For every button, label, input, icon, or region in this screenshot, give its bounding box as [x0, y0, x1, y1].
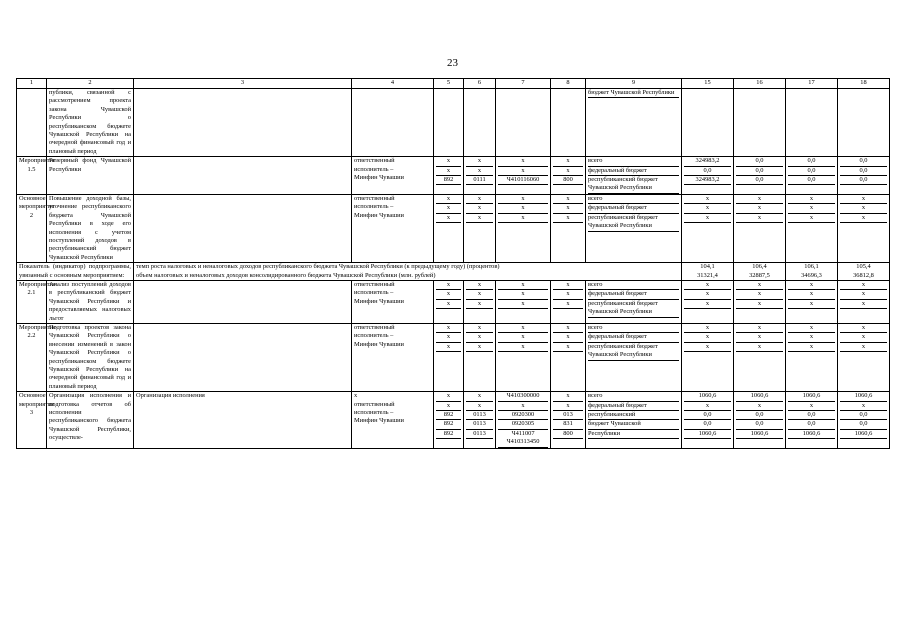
cell-line: x — [436, 300, 461, 309]
cell-line: 1060,6 — [788, 392, 835, 401]
cell-line: ответственный — [354, 157, 395, 165]
cell-line: x — [736, 195, 783, 204]
cell-line: 0,0 — [684, 420, 731, 429]
table-cell — [134, 392, 352, 448]
cell-line: 1060,6 — [840, 392, 887, 401]
cell-line: ответственный — [354, 194, 395, 202]
cell-line: x — [788, 204, 835, 213]
cell-line: Минфин Чувашии — [354, 340, 404, 348]
table-body — [17, 79, 890, 449]
cell-line: x — [788, 214, 835, 223]
table-row — [17, 263, 890, 281]
table-cell — [496, 392, 551, 448]
table-cell — [352, 157, 434, 195]
cell-line: x — [466, 402, 493, 411]
header-cell: 4 — [352, 79, 434, 89]
table-cell — [734, 157, 786, 195]
table-cell: Мероприятие 2.2 — [17, 323, 47, 391]
cell-line: x — [840, 214, 887, 223]
cell-line: x — [436, 195, 461, 204]
table-cell — [551, 280, 586, 323]
cell-line: 0,0 — [684, 167, 731, 176]
cell-line: Минфин Чувашии — [354, 417, 404, 425]
table-cell — [786, 392, 838, 448]
cell-line: Ч410116060 — [498, 176, 548, 185]
cell-line: x — [553, 204, 583, 213]
table-cell — [551, 194, 586, 262]
table-cell — [496, 157, 551, 195]
cell-line: x — [788, 333, 835, 342]
header-cell: 17 — [786, 79, 838, 89]
cell-line: 0113 — [466, 430, 493, 439]
cell-line: x — [498, 157, 548, 166]
table-row — [17, 194, 890, 262]
header-row — [17, 79, 890, 89]
cell-line: x — [840, 402, 887, 411]
table-cell — [586, 194, 682, 262]
table-cell — [352, 89, 434, 157]
cell-line: федеральный бюджет — [588, 290, 679, 299]
cell-line: x — [498, 167, 548, 176]
cell-line: 0113 — [466, 411, 493, 420]
cell-line: 32887,5 — [749, 271, 770, 279]
table-cell — [786, 194, 838, 262]
cell-line: 0,0 — [788, 420, 835, 429]
cell-line: x — [354, 392, 358, 400]
cell-line: x — [736, 324, 783, 333]
cell-line: x — [553, 281, 583, 290]
cell-line: бюджет Чувашской — [588, 420, 679, 429]
cell-line: x — [736, 343, 783, 352]
cell-line: x — [840, 300, 887, 309]
table-cell — [682, 157, 734, 195]
cell-line: x — [553, 214, 583, 223]
cell-line: ответственный — [354, 323, 395, 331]
cell-line: республиканский бюджет Чувашской Республики — [588, 214, 679, 232]
cell-line: x — [553, 324, 583, 333]
cell-line: x — [736, 333, 783, 342]
cell-line: x — [684, 343, 731, 352]
table-cell — [682, 323, 734, 391]
cell-line: Минфин Чувашии — [354, 297, 404, 305]
table-cell — [586, 392, 682, 448]
cell-line: x — [553, 300, 583, 309]
cell-line: 1060,6 — [788, 430, 835, 439]
cell-line: x — [466, 204, 493, 213]
cell-line: 104,1 — [700, 263, 715, 271]
table-cell — [551, 323, 586, 391]
cell-line: 0920300 — [498, 411, 548, 420]
cell-line: x — [466, 392, 493, 401]
indicator-line: темп роста налоговых и неналоговых доходов республиканского бюджета Чувашской Республики (к предыдущему году) (процентов) — [136, 263, 500, 271]
cell-line: всего — [588, 281, 679, 290]
page-number: 23 — [447, 57, 458, 69]
cell-line: 106,1 — [804, 263, 819, 271]
cell-line: 0,0 — [840, 411, 887, 420]
cell-line: 800 — [553, 430, 583, 439]
cell-line — [354, 426, 431, 434]
cell-line: ответственный — [354, 280, 395, 288]
table-row — [17, 392, 890, 448]
table-cell — [496, 89, 551, 157]
cell-line: 892 — [436, 411, 461, 420]
cell-line: x — [466, 343, 493, 352]
cell-line: x — [684, 290, 731, 299]
cell-line: x — [736, 402, 783, 411]
table-cell: Мероприятие 1.5 — [17, 157, 47, 195]
header-cell: 16 — [734, 79, 786, 89]
table-cell — [496, 194, 551, 262]
cell-line: x — [498, 195, 548, 204]
cell-line: 0111 — [466, 176, 493, 185]
cell-line: всего — [588, 195, 679, 204]
cell-line: x — [436, 214, 461, 223]
table-cell — [464, 157, 496, 195]
table-cell: Резервный фонд Чувашской Республики — [47, 157, 134, 195]
cell-line: 831 — [553, 420, 583, 429]
cell-line: x — [684, 333, 731, 342]
cell-line: 105,4 — [856, 263, 871, 271]
indicator-label: Показатель (индикатор) подпрограммы, увязанный с основным мероприятием: — [17, 263, 134, 281]
cell-line: 0,0 — [736, 420, 783, 429]
cell-line: федеральный бюджет — [588, 167, 679, 176]
cell-line: x — [840, 281, 887, 290]
cell-line: всего — [588, 392, 679, 401]
cell-line: x — [788, 290, 835, 299]
cell-line: федеральный бюджет — [588, 204, 679, 213]
cell-line: x — [840, 195, 887, 204]
cell-line: 0,0 — [788, 411, 835, 420]
header-cell: 3 — [134, 79, 352, 89]
cell-line: x — [788, 402, 835, 411]
table-row — [17, 89, 890, 157]
cell-line: республиканский бюджет Чувашской Республики — [588, 300, 679, 318]
indicator-value — [838, 263, 890, 281]
cell-line: x — [498, 214, 548, 223]
table-cell — [551, 89, 586, 157]
program-table — [16, 78, 890, 449]
table-cell — [734, 280, 786, 323]
header-cell: 8 — [551, 79, 586, 89]
cell-line: x — [840, 324, 887, 333]
cell-line: x — [736, 290, 783, 299]
header-cell: 2 — [47, 79, 134, 89]
table-cell — [434, 280, 464, 323]
indicator-value — [682, 263, 734, 281]
cell-line: республиканский — [588, 411, 679, 420]
cell-line: x — [840, 343, 887, 352]
table-cell — [734, 323, 786, 391]
cell-line: 0,0 — [840, 176, 887, 185]
cell-line: 0,0 — [840, 167, 887, 176]
cell-line: x — [553, 333, 583, 342]
cell-line: исполнитель – — [354, 165, 394, 173]
table-row — [17, 323, 890, 391]
cell-line: 892 — [436, 176, 461, 185]
cell-line: 0,0 — [736, 176, 783, 185]
cell-line: 0,0 — [684, 411, 731, 420]
cell-line: x — [436, 157, 461, 166]
table-cell — [838, 157, 890, 195]
cell-line: исполнитель – — [354, 289, 394, 297]
indicator-value — [786, 263, 838, 281]
table-cell — [551, 392, 586, 448]
table-cell — [434, 392, 464, 448]
cell-line: x — [436, 392, 461, 401]
cell-line: x — [684, 402, 731, 411]
cell-line: x — [553, 402, 583, 411]
cell-line: x — [436, 324, 461, 333]
table-cell — [682, 280, 734, 323]
cell-line: всего — [588, 157, 679, 166]
table-cell: Мероприятие 2.1 — [17, 280, 47, 323]
cell-line: x — [840, 204, 887, 213]
table-row — [17, 280, 890, 323]
table-cell — [786, 280, 838, 323]
cell-line: 1060,6 — [684, 392, 731, 401]
table-cell — [838, 194, 890, 262]
cell-line: x — [498, 300, 548, 309]
cell-line: x — [436, 281, 461, 290]
cell-line: 0,0 — [736, 411, 783, 420]
table-cell — [682, 392, 734, 448]
cell-line: 0,0 — [788, 167, 835, 176]
cell-line: x — [684, 195, 731, 204]
cell-line: x — [466, 300, 493, 309]
table-cell — [434, 89, 464, 157]
cell-line: Минфин Чувашии — [354, 211, 404, 219]
cell-line: x — [840, 333, 887, 342]
table-cell — [734, 194, 786, 262]
cell-line: x — [466, 167, 493, 176]
table-cell — [496, 280, 551, 323]
table-cell — [586, 89, 682, 157]
table-cell: Повышение доходной базы, уточнение республиканского бюджета Чувашской Республики в ходе его исполнения с учетом поступлений доходов в республиканский бюджет Чувашской Республики — [47, 194, 134, 262]
cell-line: x — [466, 214, 493, 223]
table-cell: публики, связанной с рассмотрением проекта закона Чувашской Республики о республиканском бюджете Чувашской Республики на очередной финансовый год и плановый период — [47, 89, 134, 157]
table-cell — [134, 157, 352, 195]
table-cell — [786, 89, 838, 157]
cell-line: x — [498, 290, 548, 299]
cell-line: 892 — [436, 430, 461, 439]
cell-line: x — [498, 402, 548, 411]
table-cell — [586, 157, 682, 195]
table-row — [17, 157, 890, 195]
table-cell — [134, 280, 352, 323]
cell-line: 0920305 — [498, 420, 548, 429]
table-cell — [352, 194, 434, 262]
cell-line: 0,0 — [788, 157, 835, 166]
header-cell: 15 — [682, 79, 734, 89]
header-cell: 7 — [496, 79, 551, 89]
table-cell — [434, 157, 464, 195]
cell-line: x — [553, 290, 583, 299]
cell-line: 36812,8 — [853, 271, 874, 279]
header-cell: 5 — [434, 79, 464, 89]
header-cell: 18 — [838, 79, 890, 89]
table-cell — [464, 89, 496, 157]
table-cell — [838, 280, 890, 323]
cell-line: x — [498, 204, 548, 213]
table-cell — [464, 280, 496, 323]
table-cell — [734, 89, 786, 157]
table-cell — [586, 280, 682, 323]
cell-line: x — [736, 300, 783, 309]
cell-line: 31321,4 — [697, 271, 718, 279]
table-cell — [352, 323, 434, 391]
cell-line: x — [436, 204, 461, 213]
cell-line: исполнитель – — [354, 332, 394, 340]
cell-line: x — [553, 167, 583, 176]
cell-line: всего — [588, 324, 679, 333]
cell-line: x — [788, 343, 835, 352]
cell-line: Организация исполнения — [136, 392, 205, 400]
cell-line: x — [436, 290, 461, 299]
cell-line: республиканский бюджет Чувашской Республики — [588, 343, 679, 361]
cell-line: 1060,6 — [736, 392, 783, 401]
cell-line: 324983,2 — [684, 176, 731, 185]
cell-line: x — [736, 204, 783, 213]
cell-line: 800 — [553, 176, 583, 185]
indicator-value — [734, 263, 786, 281]
indicator-text — [134, 263, 682, 281]
cell-line: x — [436, 402, 461, 411]
cell-line: x — [684, 214, 731, 223]
header-cell: 1 — [17, 79, 47, 89]
cell-line — [136, 426, 349, 434]
cell-line: x — [736, 214, 783, 223]
cell-line: 0113 — [466, 420, 493, 429]
table-cell — [496, 323, 551, 391]
cell-line: x — [466, 281, 493, 290]
cell-line: Минфин Чувашии — [354, 174, 404, 182]
table-cell: Основное мероприятие 2 — [17, 194, 47, 262]
cell-line: ответственный — [354, 400, 395, 408]
cell-line: 0,0 — [736, 167, 783, 176]
cell-line: 892 — [436, 420, 461, 429]
cell-line: x — [498, 281, 548, 290]
cell-line: x — [684, 281, 731, 290]
indicator-line: объем налоговых и неналоговых доходов консолидированного бюджета Чувашской Республики (млн. рублей) — [136, 271, 436, 279]
cell-line: x — [684, 324, 731, 333]
cell-line: исполнитель – — [354, 409, 394, 417]
table-cell — [464, 194, 496, 262]
table-cell — [352, 280, 434, 323]
cell-line: 0,0 — [840, 157, 887, 166]
cell-line — [136, 409, 349, 417]
cell-line: x — [498, 333, 548, 342]
cell-line: x — [553, 392, 583, 401]
cell-line: x — [788, 300, 835, 309]
header-cell: 9 — [586, 79, 682, 89]
cell-line: исполнитель – — [354, 203, 394, 211]
cell-line: 013 — [553, 411, 583, 420]
cell-line: x — [553, 343, 583, 352]
cell-line: 1060,6 — [736, 430, 783, 439]
cell-line: x — [553, 195, 583, 204]
table-cell — [682, 194, 734, 262]
cell-line: Ч410300000 — [498, 392, 548, 401]
table-cell: Основное мероприятие 3 — [17, 392, 47, 448]
cell-line: x — [436, 167, 461, 176]
table-cell — [786, 323, 838, 391]
cell-line: федеральный бюджет — [588, 333, 679, 342]
cell-line: x — [736, 281, 783, 290]
table-cell — [682, 89, 734, 157]
header-cell: 6 — [464, 79, 496, 89]
cell-line: 0,0 — [736, 157, 783, 166]
table-cell — [838, 323, 890, 391]
cell-line: x — [684, 204, 731, 213]
table-cell: Подготовка проектов закона Чувашской Республики о внесении изменений в закон Чувашской Республики о республиканском бюджете Чувашской Республики на очередной финансовый год и плановый период — [47, 323, 134, 391]
cell-line: x — [466, 157, 493, 166]
cell-line: 324983,2 — [684, 157, 731, 166]
cell-line: 34696,3 — [801, 271, 822, 279]
cell-line: x — [466, 290, 493, 299]
cell-line: 1060,6 — [840, 430, 887, 439]
cell-line — [136, 417, 349, 425]
table-cell — [786, 157, 838, 195]
cell-line: x — [553, 157, 583, 166]
cell-line: x — [436, 333, 461, 342]
table-cell — [434, 323, 464, 391]
table-cell — [551, 157, 586, 195]
table-cell — [838, 392, 890, 448]
table-cell — [434, 194, 464, 262]
cell-line: x — [498, 343, 548, 352]
table-cell — [586, 323, 682, 391]
cell-line: Республики — [588, 430, 679, 439]
table-cell: Анализ поступлений доходов в республиканский бюджет Чувашской Республики и предоставляемых налоговых льгот — [47, 280, 134, 323]
cell-line: x — [840, 290, 887, 299]
table-cell — [464, 392, 496, 448]
table-cell — [17, 89, 47, 157]
cell-line: федеральный бюджет — [588, 402, 679, 411]
cell-line: x — [466, 333, 493, 342]
table-cell — [838, 89, 890, 157]
cell-line: x — [498, 324, 548, 333]
cell-line: x — [436, 343, 461, 352]
table-cell — [734, 392, 786, 448]
cell-line: 0,0 — [840, 420, 887, 429]
cell-line: 1060,6 — [684, 430, 731, 439]
table-cell — [464, 323, 496, 391]
cell-line: 0,0 — [788, 176, 835, 185]
cell-line: 106,4 — [752, 263, 767, 271]
table-cell: Организация исполнения и подготовка отчетов об исполнении республиканского бюджета Чувашской Республики, осуществле- — [47, 392, 134, 448]
cell-line: x — [788, 281, 835, 290]
table-cell — [134, 194, 352, 262]
cell-line: бюджет Чувашской Республики — [588, 89, 679, 98]
cell-line — [136, 401, 349, 409]
cell-line: x — [466, 324, 493, 333]
cell-line: Ч411007 Ч410313450 — [498, 430, 548, 448]
cell-line: x — [466, 195, 493, 204]
table-cell — [134, 89, 352, 157]
cell-line: x — [788, 195, 835, 204]
cell-line: x — [788, 324, 835, 333]
cell-line: республиканский бюджет Чувашской Республики — [588, 176, 679, 194]
table-cell — [134, 323, 352, 391]
table-cell — [352, 392, 434, 448]
cell-line: x — [684, 300, 731, 309]
